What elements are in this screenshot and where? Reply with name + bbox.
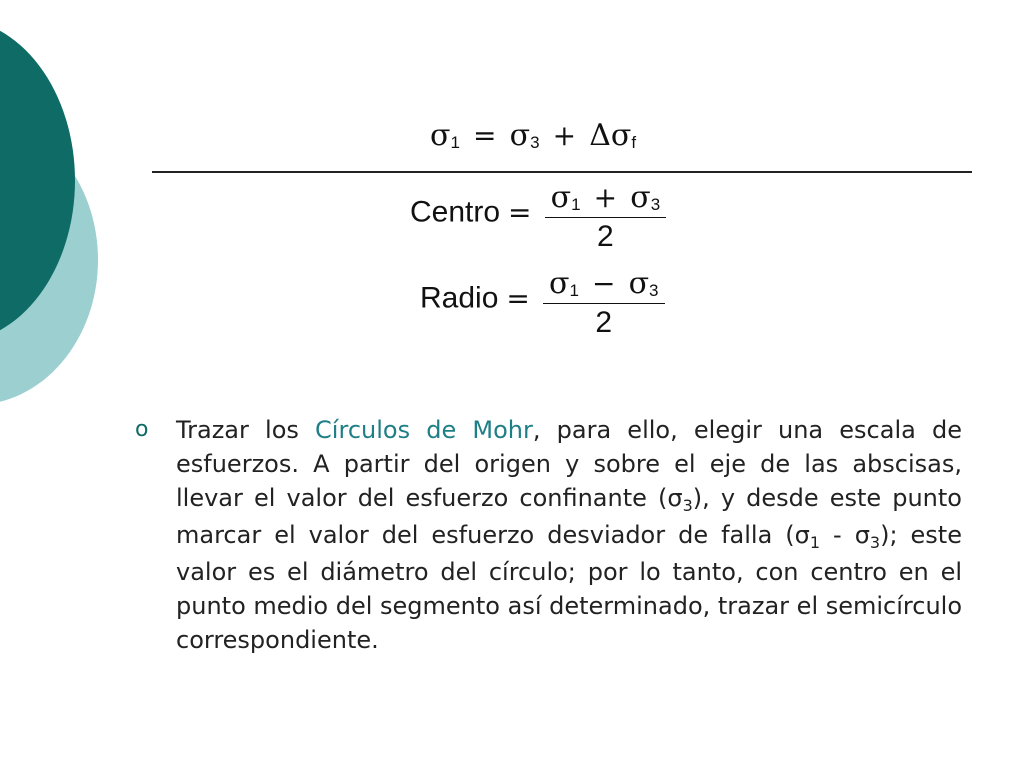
formula-centro bbox=[410, 180, 666, 254]
fraction bbox=[543, 266, 665, 340]
equals-sign: = bbox=[508, 195, 532, 229]
divider-line bbox=[152, 171, 972, 173]
fraction bbox=[545, 180, 667, 254]
formula-sigma1 bbox=[430, 118, 636, 153]
formula-label: Centro bbox=[410, 195, 501, 229]
formula-radio bbox=[420, 266, 665, 340]
plus-sign: + bbox=[552, 119, 577, 152]
equals-sign: = bbox=[506, 281, 530, 315]
fraction-numerator: σ1 − σ3 bbox=[543, 266, 665, 304]
highlight-term: Círculos de Mohr bbox=[315, 416, 533, 444]
fraction-denominator: 2 bbox=[597, 220, 614, 253]
sigma-symbol: σ bbox=[610, 118, 632, 153]
equals-sign: = bbox=[473, 119, 497, 152]
fraction-numerator: σ1 + σ3 bbox=[545, 180, 667, 218]
delta-symbol: Δ bbox=[589, 118, 611, 153]
subscript: f bbox=[631, 133, 637, 152]
subscript: 3 bbox=[530, 133, 540, 152]
bullet-marker: o bbox=[135, 417, 149, 442]
sigma-symbol: σ bbox=[430, 118, 451, 153]
fraction-denominator: 2 bbox=[595, 306, 613, 339]
sigma-symbol: σ bbox=[509, 118, 531, 153]
bullet-paragraph: Trazar los Círculos de Mohr, para ello, elegir una escala de esfuerzos. A partir del origen y sobre el eje de las abscisas, llevar el valor del esfuerzo confinante $(\sigma_3)$, y desde este punto marcar el valor del esfuerzo desviador de falla $(\sigma_1 - \sigma_3)$; este valor es el diámetro del círculo; por lo tanto, con centro en el punto medio del segmento así determinado, trazar el semicírculo correspondiente. bbox=[176, 416, 963, 654]
subscript: 1 bbox=[450, 133, 460, 152]
formula-label: Radio bbox=[420, 281, 499, 315]
